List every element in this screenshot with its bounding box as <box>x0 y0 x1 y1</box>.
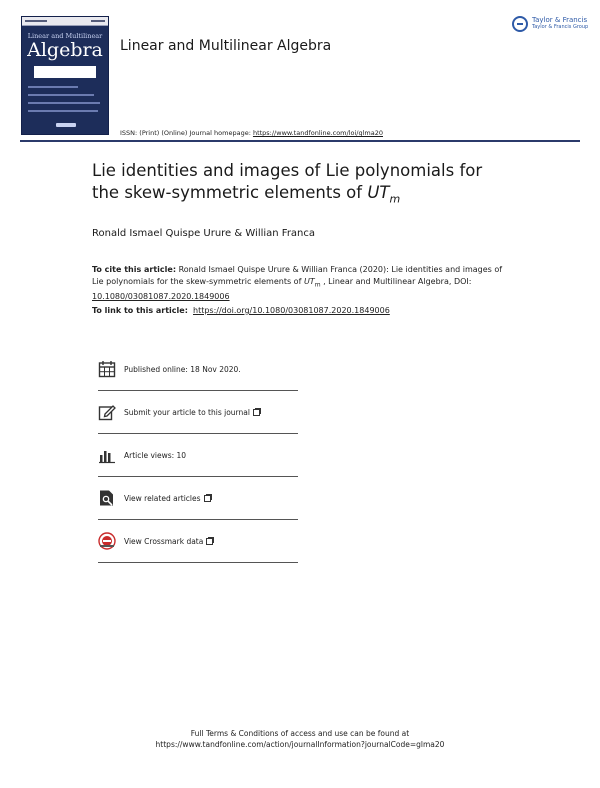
citation-math: UT <box>303 276 315 286</box>
cover-publisher-logo <box>56 123 76 127</box>
edit-icon <box>98 403 116 421</box>
crossmark-icon <box>98 532 116 550</box>
journal-cover <box>21 16 109 135</box>
article-link[interactable]: https://doi.org/10.1080/03081087.2020.1849006 <box>193 306 390 315</box>
published-row <box>98 348 298 391</box>
citation <box>92 264 512 302</box>
article-views-row <box>98 434 298 477</box>
related-articles-link[interactable] <box>124 494 211 503</box>
article-views: Article views: 10 <box>124 450 187 460</box>
header-divider <box>20 140 580 142</box>
citation-label: To cite this article: <box>92 265 177 274</box>
calendar-icon <box>98 360 116 378</box>
footer-line-1: Full Terms & Conditions of access and use can be found at <box>190 729 410 738</box>
tf-logo-text <box>532 17 588 30</box>
citation-text-1: Ronald Ismael Quispe Urure & Willian Franca (2020): Lie identities and images of Lie polynomials for the skew-symmetric elements of <box>92 265 503 286</box>
cover-box <box>34 66 96 78</box>
issn-text: ISSN: (Print) (Online) Journal homepage: <box>120 129 253 137</box>
submit-article-row[interactable] <box>98 391 298 434</box>
submit-article-link[interactable] <box>124 408 260 417</box>
title-math-sub: m <box>389 192 401 206</box>
cover-title: Algebra <box>27 38 103 61</box>
tf-logo-subtext: Taylor & Francis Group <box>532 24 589 31</box>
cover-subtitle: Linear and Multilinear <box>27 32 103 40</box>
cover-formula-lines <box>28 86 102 112</box>
search-document-icon <box>98 489 116 507</box>
taylor-francis-logo <box>512 16 588 32</box>
cover-topbar <box>22 17 108 26</box>
issn-line <box>120 129 383 137</box>
published-date: Published online: 18 Nov 2020. <box>124 364 241 374</box>
tf-logo-name: Taylor & Francis <box>532 16 588 25</box>
title-line-2-text: the skew-symmetric elements of <box>92 183 368 202</box>
external-link-icon <box>253 409 260 416</box>
doi-link[interactable]: 10.1080/03081087.2020.1849006 <box>92 291 230 301</box>
authors: Ronald Ismael Quispe Urure & Willian Franca <box>92 228 316 239</box>
related-articles-row[interactable] <box>98 477 298 520</box>
title-line-1: Lie identities and images of Lie polynomials for <box>92 161 483 180</box>
journal-name: Linear and Multilinear Algebra <box>120 38 332 54</box>
footer <box>0 728 600 750</box>
crossmark-row[interactable] <box>98 520 298 563</box>
article-info-list <box>98 348 298 563</box>
article-title <box>92 160 532 210</box>
external-link-icon <box>204 495 211 502</box>
citation-math-sub: m <box>314 281 321 289</box>
footer-terms-link[interactable]: https://www.tandfonline.com/action/journalInformation?journalCode=glma20 <box>155 740 445 749</box>
title-math: UT <box>367 183 390 202</box>
external-link-icon <box>206 538 213 545</box>
crossmark-link[interactable] <box>124 537 213 546</box>
bar-chart-icon <box>98 446 116 464</box>
tf-logo-icon <box>512 16 528 32</box>
citation-text-2: , Linear and Multilinear Algebra, DOI: <box>320 276 472 286</box>
journal-homepage-link[interactable]: https://www.tandfonline.com/loi/glma20 <box>252 129 383 137</box>
link-line <box>92 306 390 315</box>
submit-article-label: Submit your article to this journal <box>124 407 250 417</box>
related-articles-label: View related articles <box>124 493 201 503</box>
crossmark-label: View Crossmark data <box>124 536 204 546</box>
link-label: To link to this article: <box>92 306 188 315</box>
title-line-2 <box>92 182 532 210</box>
